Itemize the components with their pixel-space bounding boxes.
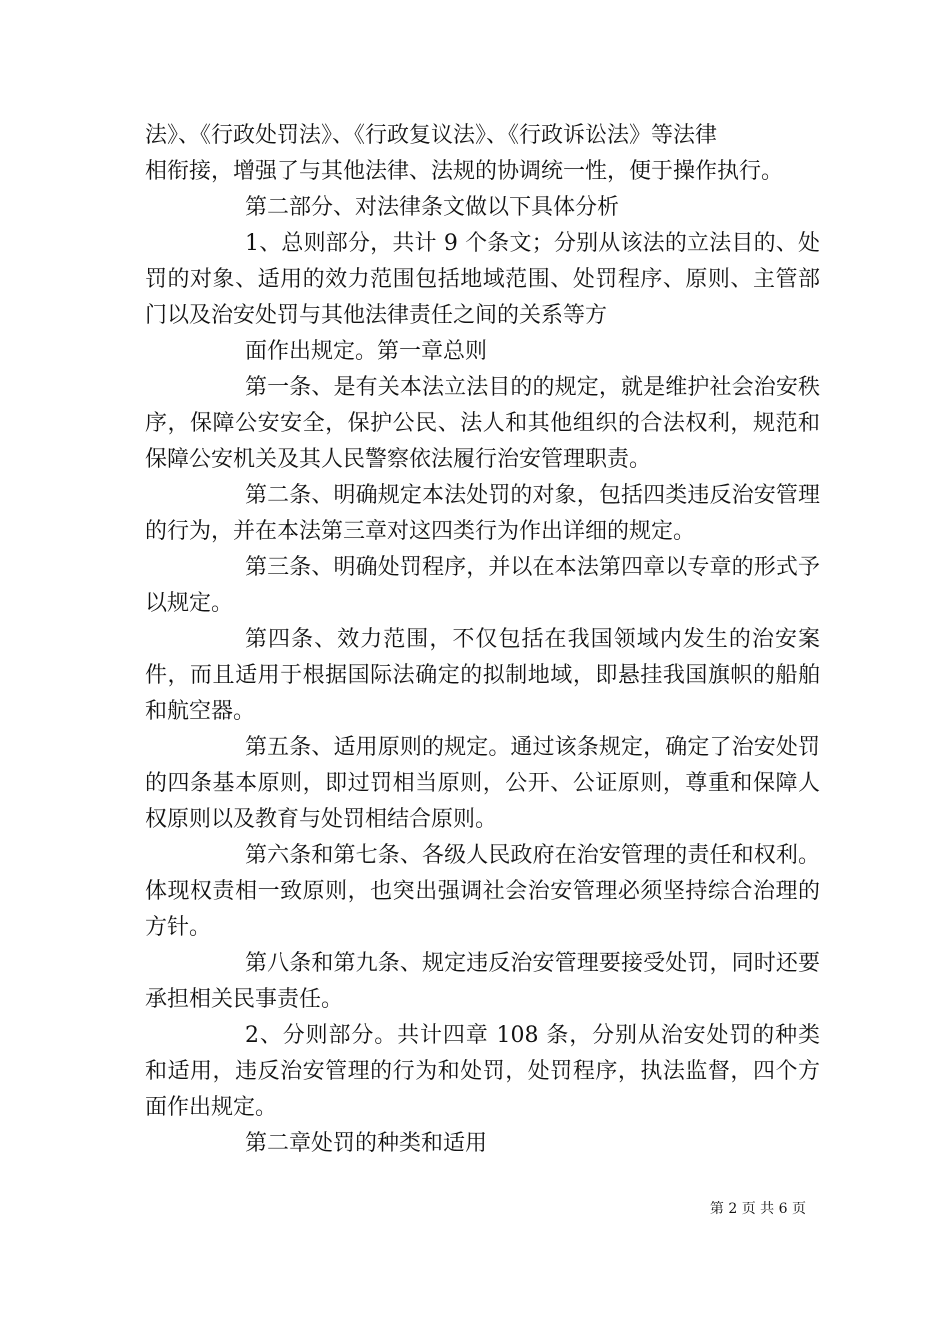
text-line: 法》、《行政处罚法》、《行政复议法》、《行政诉讼法》等法律 [145, 123, 718, 148]
paragraph: 第二条、明确规定本法处罚的对象，包括四类违反治安管理的行为，并在本法第三章对这四类行为作出详细的规定。 [145, 483, 820, 544]
chapter-heading: 面作出规定。第一章总则 [245, 339, 488, 364]
paragraph: 1、总则部分，共计 9 个条文；分别从该法的立法目的、处罚的对象、适用的效力范围包括地域范围、处罚程序、原则、主管部门以及治安处罚与其他法律责任之间的关系等方 [145, 231, 820, 328]
paragraph: 2、分则部分。共计四章 108 条，分别从治安处罚的种类和适用，违反治安管理的行为和处罚，处罚程序，执法监督，四个方面作出规定。 [145, 1023, 820, 1120]
document-body [145, 118, 820, 1162]
paragraph: 第四条、效力范围，不仅包括在我国领域内发生的治安案件，而且适用于根据国际法确定的拟制地域，即悬挂我国旗帜的船舶和航空器。 [145, 627, 820, 724]
paragraph: 第五条、适用原则的规定。通过该条规定，确定了治安处罚的四条基本原则，即过罚相当原则，公开、公证原则，尊重和保障人权原则以及教育与处罚相结合原则。 [145, 735, 820, 832]
section-heading: 第二部分、对法律条文做以下具体分析 [245, 195, 620, 220]
paragraph: 第六条和第七条、各级人民政府在治安管理的责任和权利。体现权责相一致原则，也突出强调社会治安管理必须坚持综合治理的方针。 [145, 843, 820, 940]
page-number: 第 2 页 共 6 页 [709, 1201, 806, 1217]
paragraph: 第八条和第九条、规定违反治安管理要接受处罚，同时还要承担相关民事责任。 [145, 951, 820, 1012]
chapter-heading: 第二章处罚的种类和适用 [245, 1131, 488, 1156]
text-line: 相衔接，增强了与其他法律、法规的协调统一性，便于操作执行。 [145, 159, 784, 184]
paragraph: 第一条、是有关本法立法目的的规定，就是维护社会治安秩序，保障公安安全，保护公民、法人和其他组织的合法权利，规范和保障公安机关及其人民警察依法履行治安管理职责。 [145, 375, 820, 472]
paragraph: 第三条、明确处罚程序，并以在本法第四章以专章的形式予以规定。 [145, 555, 820, 616]
